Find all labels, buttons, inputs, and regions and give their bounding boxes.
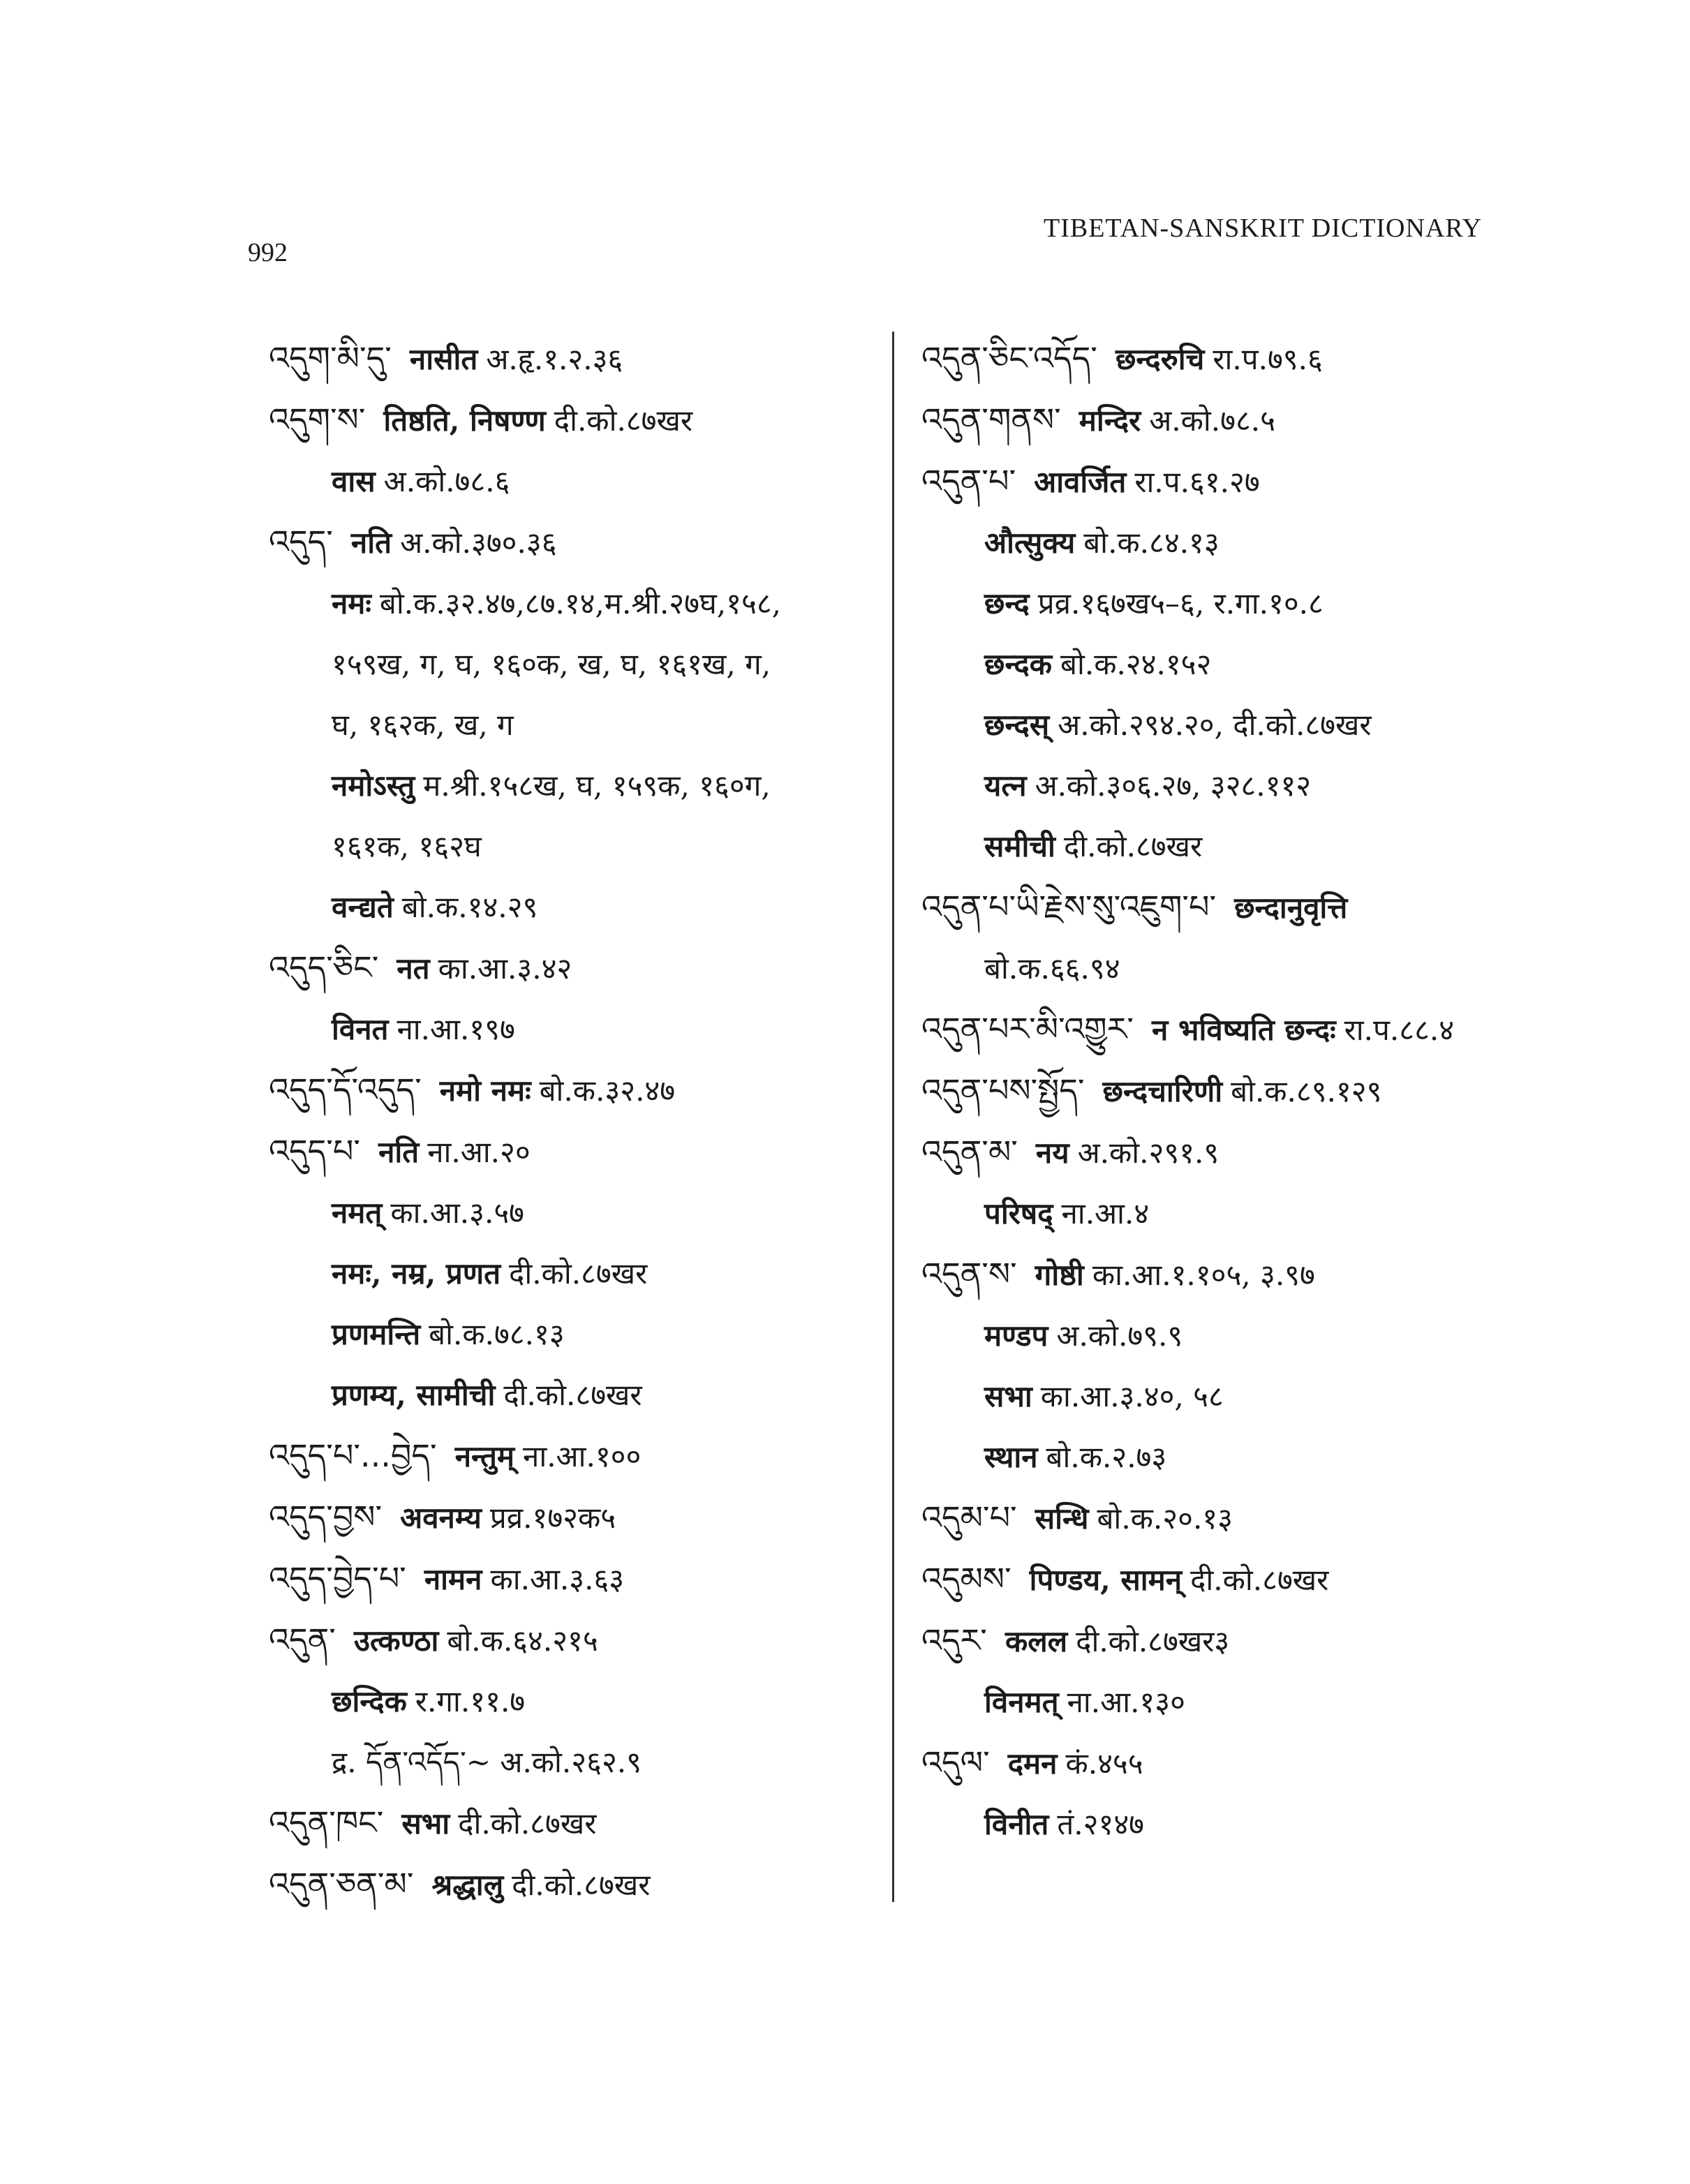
tibetan-headword: འདུན་གནས་ [921,401,1061,438]
source-reference: दी.को.८७खर [554,403,693,438]
tibetan-headword: འདུད་པ་...བྱེད་ [269,1436,437,1474]
sanskrit-equivalent: छन्द [984,586,1030,621]
dictionary-entry [921,694,1550,755]
source-reference: अ.को.३०६.२७, ३२८.११२ [1035,768,1312,803]
dictionary-entry [269,328,897,389]
dictionary-entry [269,451,897,512]
sanskrit-equivalent: नमः, नम्र, प्रणत [332,1256,501,1291]
source-reference: द्र. དོན་འདོད་~ अ.को.२६२.९ [332,1745,642,1779]
dictionary-entry [921,1549,1550,1610]
tibetan-headword: འདུན་ [269,1621,336,1658]
dictionary-entry [269,512,897,573]
tibetan-headword: འདུན་ཅན་མ་ [269,1865,414,1903]
tibetan-headword: འདུད་ [269,523,333,560]
source-reference: बो.क.७८.१३ [429,1317,565,1351]
source-reference: १५९ख, ग, घ, १६०क, ख, घ, १६१ख, ग, [332,647,771,681]
sanskrit-equivalent: यत्न [984,768,1027,803]
source-reference: रा.प.६१.२७ [1134,465,1260,499]
dictionary-entry [269,1060,897,1121]
source-reference: बो.क.६६.९४ [984,951,1120,986]
sanskrit-equivalent: नासीत [409,342,478,376]
right-column [921,328,1550,1855]
source-reference: बो.क.८४.१३ [1083,526,1220,560]
dictionary-entry [921,1244,1550,1305]
sanskrit-equivalent: नत [396,951,430,986]
dictionary-entry [921,1610,1550,1672]
source-reference: दी.को.८७खर [503,1378,642,1412]
sanskrit-equivalent: छन्दक [984,647,1052,681]
sanskrit-equivalent: वन्द्यते [332,890,394,924]
dictionary-entry [269,694,897,755]
source-reference: ना.आ.२० [427,1135,531,1169]
dictionary-entry [921,512,1550,573]
dictionary-entry [269,1548,897,1610]
source-reference: का.आ.१.१०५, ३.९७ [1092,1258,1315,1292]
source-reference: ना.आ.१९७ [396,1012,515,1046]
dictionary-entry [921,816,1550,877]
tibetan-headword: འདུད་ཅིང་ [269,949,379,986]
sanskrit-equivalent: छन्दस् [984,708,1050,742]
dictionary-entry [921,1366,1550,1427]
dictionary-entry [921,328,1550,389]
source-reference: का.आ.३.४०, ५८ [1040,1379,1224,1413]
tibetan-headword: འདུག་ས་ [269,401,366,438]
dictionary-entry [921,938,1550,999]
source-reference: दी.को.८७खर [1063,829,1203,863]
sanskrit-equivalent: श्रद्धालु [431,1868,504,1902]
source-reference: बो.क.३२.४७ [539,1074,676,1108]
dictionary-entry [921,1183,1550,1244]
source-reference: दी.को.८७खर [1190,1563,1329,1597]
sanskrit-equivalent: तिष्ठति, निषण्ण [383,403,546,438]
sanskrit-equivalent: सन्धि [1035,1501,1089,1536]
source-reference: का.आ.३.५७ [390,1196,525,1230]
sanskrit-equivalent: प्रणमन्ति [332,1317,421,1351]
source-reference: बो.क.२.७३ [1046,1440,1167,1474]
sanskrit-equivalent: अवनम्य [400,1501,482,1535]
tibetan-headword: འདུད་བྱས་ [269,1498,383,1536]
dictionary-entry [269,1792,897,1854]
dictionary-entry [269,937,897,999]
sanskrit-equivalent: नति [378,1135,420,1169]
tibetan-headword: འདུན་ས་ [921,1255,1017,1293]
sanskrit-equivalent: नय [1035,1136,1069,1170]
sanskrit-equivalent: दमन [1007,1746,1058,1781]
source-reference: कं.४५५ [1065,1746,1143,1781]
sanskrit-equivalent: पिण्डय, सामन् [1029,1563,1183,1597]
sanskrit-equivalent: गोष्ठी [1035,1258,1084,1292]
dictionary-entry [921,1305,1550,1366]
dictionary-entry [921,999,1550,1060]
sanskrit-equivalent: नामन [424,1562,482,1596]
source-reference: बो.क.२०.१३ [1097,1501,1233,1536]
dictionary-entry [269,1365,897,1425]
source-reference: १६१क, १६२घ [332,829,482,863]
dictionary-entry [921,1122,1550,1183]
source-reference: अ.को.३७०.३६ [400,526,557,560]
sanskrit-equivalent: कलल [1005,1624,1068,1658]
sanskrit-equivalent: नमः [332,586,371,621]
tibetan-headword: འདུན་ཅིང་འདོད་ [921,339,1097,377]
dictionary-entry [921,1672,1550,1732]
source-reference: म.श्री.१५८ख, घ, १५९क, १६०ग, [423,768,771,803]
tibetan-headword: འདུད་དོ་འདུད་ [269,1071,422,1108]
sanskrit-equivalent: वास [332,464,376,498]
dictionary-entry [269,1732,897,1792]
dictionary-entry [921,877,1550,938]
dictionary-entry [269,755,897,816]
sanskrit-equivalent: आवर्जित [1034,465,1127,499]
dictionary-entry [269,999,897,1060]
source-reference: तं.२१४७ [1057,1807,1145,1841]
dictionary-entry [269,1854,897,1915]
source-reference: अ.को.७९.९ [1056,1318,1183,1353]
source-reference: अ.को.७८.६ [383,464,510,498]
dictionary-entry [921,1487,1550,1549]
source-reference: अ.हृ.१.२.३६ [486,342,623,376]
source-reference: अ.को.२९१.९ [1077,1136,1220,1170]
source-reference: बो.क.६४.२१५ [447,1624,598,1658]
tibetan-headword: འདུན་ཁང་ [269,1804,384,1841]
sanskrit-equivalent: विनीत [984,1807,1049,1841]
tibetan-headword: འདུམ་པ་ [921,1499,1017,1536]
sanskrit-equivalent: नति [350,526,392,560]
sanskrit-equivalent: नमत् [332,1196,383,1230]
dictionary-entry [921,755,1550,816]
dictionary-entry [269,1121,897,1182]
source-reference: दी.को.८७खर [458,1806,597,1841]
source-reference: दी.को.८७खर३ [1076,1624,1230,1658]
source-reference: प्रव्र.१७२क५ [489,1501,616,1535]
source-reference: का.आ.३.६३ [490,1562,625,1596]
sanskrit-equivalent: उत्कण्ठा [353,1624,439,1658]
dictionary-entry [269,1304,897,1365]
source-reference: बो.क.१४.२९ [401,890,538,924]
sanskrit-equivalent: परिषद् [984,1196,1053,1231]
source-reference: अ.को.२९४.२०, दी.को.८७खर [1058,708,1372,742]
page-number: 992 [248,238,288,267]
source-reference: प्रव्र.१६७ख५–६, र.गा.१०.८ [1037,586,1324,621]
dictionary-entry [921,1732,1550,1794]
sanskrit-equivalent: छन्दरुचि [1115,342,1205,376]
sanskrit-equivalent: नमोऽस्तु [332,768,415,803]
sanskrit-equivalent: छन्दिक [332,1684,407,1718]
sanskrit-equivalent: सभा [401,1806,450,1841]
tibetan-headword: འདུན་པ་ཡི་རྗེས་སུ་འཇུག་པ་ [921,888,1217,926]
source-reference: ना.आ.१०० [523,1439,642,1473]
source-reference: बो.क.८९.१२९ [1231,1074,1382,1108]
dictionary-entry [269,1671,897,1732]
dictionary-entry [269,1182,897,1243]
tibetan-headword: འདུན་མ་ [921,1133,1018,1171]
dictionary-entry [269,1425,897,1487]
sanskrit-equivalent: स्थान [984,1440,1038,1474]
dictionary-entry [269,573,897,634]
dictionary-entry [921,1794,1550,1855]
sanskrit-equivalent: औत्सुक्य [984,526,1076,560]
source-reference: दी.को.८७खर [509,1256,648,1291]
sanskrit-equivalent: समीची [984,829,1055,863]
dictionary-entry [269,1610,897,1671]
sanskrit-equivalent: मण्डप [984,1318,1048,1353]
tibetan-headword: འདུན་པ་ [921,462,1016,500]
source-reference: का.आ.३.४२ [438,951,572,986]
tibetan-headword: འདུད་པ་ [269,1132,361,1170]
tibetan-headword: འདུལ་ [921,1744,990,1781]
sanskrit-equivalent: सभा [984,1379,1032,1413]
dictionary-entry [921,451,1550,512]
running-title: TIBETAN-SANSKRIT DICTIONARY [1044,214,1483,243]
sanskrit-equivalent: छन्दानुवृत्ति [1234,891,1348,925]
source-reference: ना.आ.१३० [1067,1685,1185,1719]
tibetan-headword: འདུན་པས་སྤྱོད་ [921,1071,1085,1109]
source-reference: र.गा.११.७ [415,1684,526,1718]
column-divider [892,332,894,1902]
sanskrit-equivalent: छन्दचारिणी [1102,1074,1223,1108]
dictionary-entry [269,1243,897,1304]
tibetan-headword: འདུམས་ [921,1560,1011,1598]
tibetan-headword: འདུན་པར་མི་འགྱུར་ [921,1010,1134,1048]
source-reference: बो.क.३२.४७,८७.१४,म.श्री.२७घ,१५८, [379,586,782,621]
source-reference: घ, १६२क, ख, ग [332,708,514,742]
dictionary-entry [921,389,1550,451]
dictionary-entry [269,1487,897,1548]
tibetan-headword: འདུར་ [921,1621,987,1659]
source-reference: बो.क.२४.१५२ [1060,647,1212,681]
dictionary-entry [921,1427,1550,1487]
dictionary-entry [269,816,897,877]
sanskrit-equivalent: नमो नमः [439,1074,531,1108]
source-reference: ना.आ.४ [1061,1196,1150,1231]
sanskrit-equivalent: प्रणम्य, सामीची [332,1378,496,1412]
left-column [269,328,897,1915]
sanskrit-equivalent: विनमत् [984,1685,1059,1719]
source-reference: दी.को.८७खर [512,1868,651,1902]
dictionary-entry [269,634,897,694]
dictionary-entry [269,389,897,451]
dictionary-entry [269,877,897,937]
dictionary-entry [921,1060,1550,1122]
tibetan-headword: འདུག་མི་དུ་ [269,339,392,377]
sanskrit-equivalent: नन्तुम् [454,1439,515,1473]
source-reference: रा.प.७९.६ [1213,342,1323,376]
sanskrit-equivalent: मन्दिर [1079,403,1141,438]
tibetan-headword: འདུད་བྱེད་པ་ [269,1559,406,1597]
dictionary-entry [921,634,1550,694]
sanskrit-equivalent: विनत [332,1012,389,1046]
source-reference: रा.प.८८.४ [1344,1013,1455,1047]
source-reference: अ.को.७८.५ [1149,403,1275,438]
dictionary-entry [921,573,1550,634]
sanskrit-equivalent: न भविष्यति छन्दः [1152,1013,1336,1047]
